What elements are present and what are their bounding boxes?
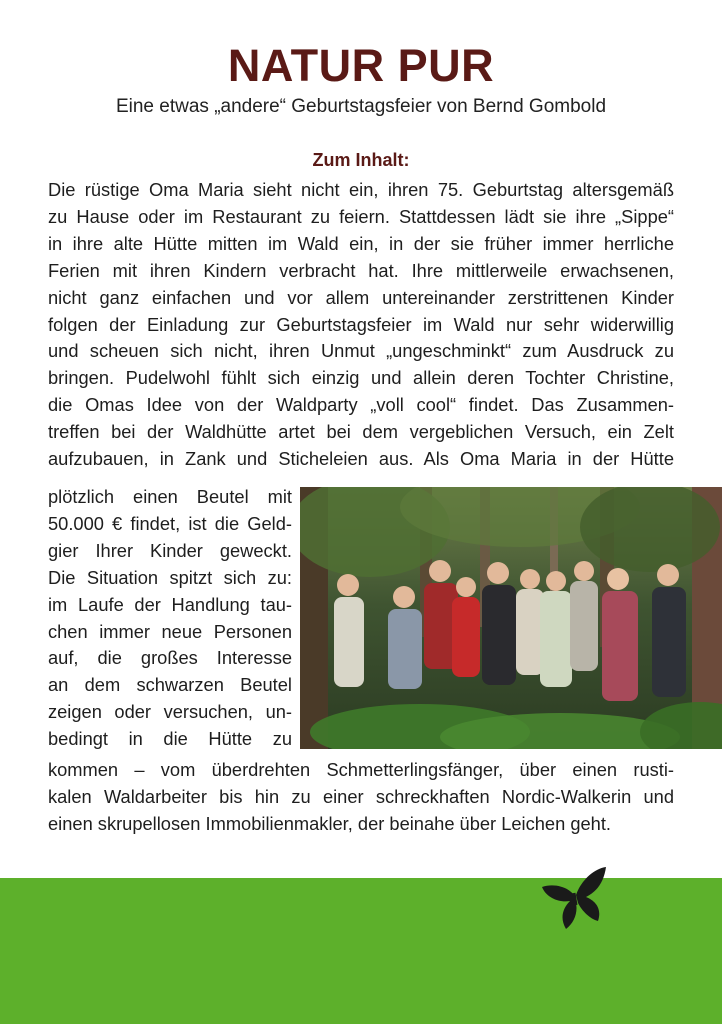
text-line: in ihre alte Hütte mitten im Wald ein, in der sie früher immer herrliche [48, 232, 674, 254]
text-line: bringen. Pudelwohl fühlt sich einzig und allein deren Tochter Christine, [48, 367, 674, 389]
text-line: chen immer neue Personen [48, 620, 292, 642]
text-line: 50.000 € findet, ist die Geld- [48, 512, 292, 534]
text-line: Die rüstige Oma Maria sieht nicht ein, ihren 75. Geburtstag altersgemäß [48, 179, 674, 200]
text-line: bedingt in die Hütte zu [48, 728, 292, 750]
text-line: Ferien mit ihren Kindern verbracht hat. Ihre mittlerweile erwachsenen, [48, 259, 674, 281]
text-line: im Laufe der Handlung tau- [48, 593, 292, 615]
text-line: folgen der Einladung zur Geburtstagsfeier im Wald nur sehr widerwillig [48, 313, 674, 335]
page-subtitle: Eine etwas „andere“ Geburtstagsfeier von Bernd Gombold [115, 96, 607, 117]
text-line: nicht ganz einfachen und vor allem untereinander zerstrittenen Kinder [48, 286, 674, 308]
footer-band [0, 878, 722, 1024]
left-column-paragraph [48, 484, 292, 753]
group-photo [300, 487, 722, 749]
text-line: aufzubauen, in Zank und Sticheleien aus. Als Oma Maria in der Hütte [48, 448, 674, 470]
forest-group-illustration [300, 487, 722, 749]
text-line: die Omas Idee von der Waldparty „voll cool“ findet. Das Zusammen- [48, 394, 674, 416]
people-group [334, 560, 686, 701]
text-line: und scheuen sich nicht, ihren Unmut „ungeschminkt“ zum Ausdruck zu [48, 340, 674, 362]
page-title: NATUR PUR [227, 40, 495, 91]
text-line: kalen Waldarbeiter bis hin zu einer schreckhaften Nordic-Walkerin und [48, 785, 674, 807]
intro-paragraph [48, 177, 674, 473]
text-line: gier Ihrer Kinder geweckt. [48, 539, 292, 561]
text-line: zeigen oder versuchen, un- [48, 701, 292, 723]
text-line: einen skrupellosen Immobilienmakler, der beinahe über Leichen geht. [48, 812, 612, 834]
text-line: an dem schwarzen Beutel [48, 674, 292, 696]
butterfly-icon [540, 865, 610, 931]
text-line: treffen bei der Waldhütte artet bei dem vergeblichen Versuch, ein Zelt [48, 421, 674, 443]
text-line: auf, die großes Interesse [48, 647, 292, 669]
closing-paragraph [48, 757, 674, 838]
text-line: kommen – vom überdrehten Schmetterlingsfänger, über einen rusti- [48, 759, 674, 780]
text-line: zu Hause oder im Restaurant zu feiern. Stattdessen lädt sie ihre „Sippe“ [48, 205, 674, 227]
section-heading: Zum Inhalt: [312, 150, 410, 170]
text-line: plötzlich einen Beutel mit [48, 486, 292, 507]
text-line: Die Situation spitzt sich zu: [48, 566, 292, 588]
